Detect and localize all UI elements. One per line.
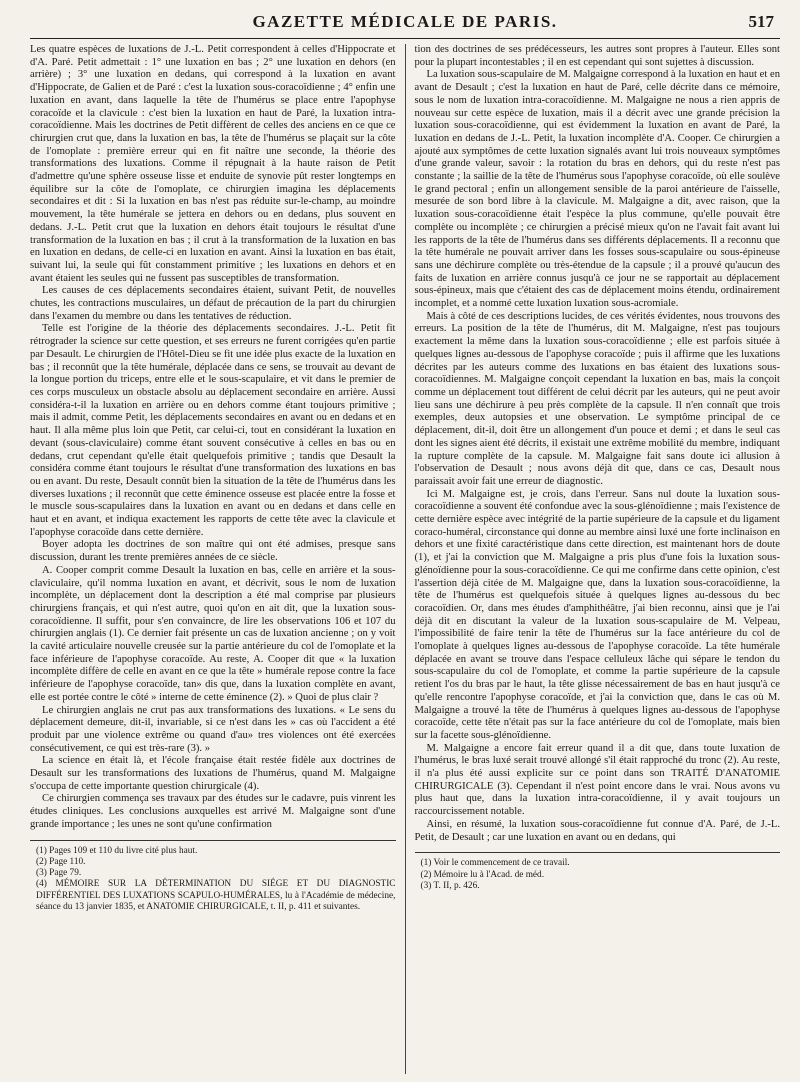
text-columns <box>30 44 780 1074</box>
paragraph: Les quatre espèces de luxations de J.-L. Petit correspondent à celles d'Hippocrate et d'A. Paré. Petit admettait : 1° une luxation en bas ; 2° une luxation en dehors (en arrière) ; 3° une luxation en dedans, qui correspond à la luxation en avant d'Hippocrate, de Galien et de Paré : c'est la luxation sous-coracoïdienne ; 4° enfin une luxation en avant, dans laquelle la tête de l'humérus se place entre l'apophyse coracoïde et la clavicule : c'est bien la luxation en haut de Paré, la luxation intra-coracoïdienne. Mais les doctrines de Petit diffèrent de celles des anciens en ce que ce chirurgien crut que, dans la luxation en bas, la tête de l'humérus se plaçait sur la côte de l'omoplate : première erreur qui en fit naître une seconde, la théorie des transformations des luxations. Comme il répugnait à la haute raison de Petit d'admettre qu'une sphère osseuse lisse et enduite de synovie pût rester longtemps en équilibre sur la côte de l'omoplate, ce chirurgien imagina les déplacements secondaires et dit : Si la luxation en bas n'est pas réduite sur-le-champ, au moindre mouvement, la tête humérale se jettera en dehors ou en dedans, plus souvent en dedans. J.-L. Petit crut que la luxation en dehors était toujours le résultat d'une transformation de la luxation en bas ; il crut à la transformation de la luxation en bas en luxation en dedans, de celle-ci en luxation en avant. Ainsi la luxation en bas était, suivant lui, la seule qui fût constamment primitive ; les luxations en dehors et en avant étaient les seules qui ne fussent pas susceptibles de transformation. <box>30 44 396 284</box>
footnotes <box>415 852 781 892</box>
paragraph: La science en était là, et l'école française était restée fidèle aux doctrines de Desault sur les transformations des luxations de l'humérus, quand M. Malgaigne s'occupa de cette importante question chirurgicale (4). <box>30 755 396 792</box>
footnotes <box>30 840 396 914</box>
footnote: (2) Page 110. <box>36 856 86 867</box>
right-column <box>406 44 781 1074</box>
left-column <box>30 44 406 1074</box>
paragraph: Le chirurgien anglais ne crut pas aux transformations des luxations. « Le sens du déplacement demeure, dit-il, invariable, si ce n'est dans les » cas où l'accident a été produit par une violence extrême ou quand d'au» tres violences ont été exercées consécutivement, ce qui est très-rare (3). » <box>30 704 396 754</box>
running-head <box>30 0 780 39</box>
paragraph: tion des doctrines de ses prédécesseurs, les autres sont propres à l'auteur. Elles sont pour la plupart incontestables ; il en est cependant qui sont sujettes à discussion. <box>414 44 780 68</box>
paragraph: Ainsi, en résumé, la luxation sous-coracoïdienne fut connue d'A. Paré, de J.-L. Petit, de Desault ; car une luxation en avant ou en dedans, qui <box>414 818 780 843</box>
paragraph: Boyer adopta les doctrines de son maître qui ont été admises, presque sans discussion, durant les trente premières années de ce siècle. <box>30 539 396 564</box>
paragraph: A. Cooper comprit comme Desault la luxation en bas, celle en arrière et la sous-claviculaire, qu'il nomma luxation en avant, et décrivit, sous le nom de luxation incomplète, un déplacement dont la description a été mal comprise par plusieurs chirurgiens français, et qui n'est autre, quoi qu'on en ait dit, que la luxation sous-coracoïdienne. Il suffit, pour s'en convaincre, de lire les observations 106 et 107 du chirurgien anglais (1). Ce dernier fait présente un cas de luxation ancienne ; on y voit la cavité articulaire nouvelle creusée sur la partie antérieure du col de l'omoplate et la face inférieure de l'apophyse coracoïde. Au reste, A. Cooper dit que « la luxation incomplète diffère de celle en avant en ce que la tête » humérale repose contre la face inférieure de l'apophyse coracoïde, tan» dis que, dans la luxation complète en avant, elle est portée contre le côté » interne de cette éminence (2). » Quoi de plus clair ? <box>30 564 396 703</box>
paragraph: La luxation sous-scapulaire de M. Malgaigne correspond à la luxation en haut et en avant de Desault ; c'est la luxation en haut de Paré, celle décrite dans ce mémoire, sous le nom de luxation intra-coracoïdienne. M. Malgaigne ne nous a rien appris de nouveau sur cette espèce de luxation, mais il a décrit avec une grande précision la luxation sous-coracoïdienne, qui est évidemment la luxation en avant de Paré, la luxation en dedans de J.-L. Petit, la luxation incomplète d'A. Cooper. Ce chirurgien a ajouté aux symptômes de cette luxation signalés avant lui trois nouveaux symptômes d'une grande valeur, savoir : la rotation du bras en dehors, qui du reste n'est pas constante ; la saillie de la tête de l'humérus sous l'apophyse coracoïde, où elle soulève le grand pectoral ; enfin un allongement sensible de la paroi antérieure de l'aisselle, mesurée de son bord libre à la clavicule. M. Malgaigne a dit, avec raison, que la luxation sous-coracoïdienne était l'espèce la plus commune, qu'elle pouvait être complète ou incomplète ; ce chirurgien a précisé mieux qu'on ne l'avait fait avant lui les rapports de la tête de l'humérus dans ses différents déplacements. Il a reconnu que la tête humérale ne pouvait arriver dans les fosses sous-scapulaire ou sous-épineuse sans une déchirure complète ou très-étendue de la capsule ; il a prouvé qu'aucun des faits de luxation en arrière connus jusqu'à ce jour ne se rapportait au déplacement sous-épineux, mais que c'étaient des cas de déplacement moins étendu, ordinairement incomplet, et a nommé cette luxation luxation sous-acromiale. <box>414 69 780 310</box>
journal-title: GAZETTE MÉDICALE DE PARIS. <box>252 12 558 31</box>
footnote: (3) T. II, p. 426. <box>420 880 480 891</box>
paragraph: M. Malgaigne a encore fait erreur quand il a dit que, dans toute luxation de l'humérus, le bras luxé serait trouvé allongé s'il était rapproché du tronc (2). Au reste, il n'a plus été aussi explicite sur ce point dans son TRAITÉ D'ANATOMIE CHIRURGICALE (3). Cependant il n'est point encore dans le vrai. Nous avons vu plus haut que, dans la luxation intra-coracoïdienne, il y avait toujours un raccourcissement notable. <box>414 742 780 818</box>
paragraph: Ici M. Malgaigne est, je crois, dans l'erreur. Sans nul doute la luxation sous-coracoïdienne a souvent été confondue avec la sous-glénoïdienne ; mais l'existence de cette dernière espèce avec intégrité de la partie supérieure de la capsule et du ligament coraco-huméral, circonstance qui donne au membre ainsi luxé une forte inclinaison en dehors et une fixité caractéristique dans cette direction, est maintenant hors de doute (1), et j'ai la conviction que M. Malgaigne a pris plus d'une fois la luxation sous-glénoïdienne pour la sous-coracoïdienne. Ce qui me confirme dans cette opinion, c'est l'assertion déjà citée de M. Malgaigne que, dans la luxation sous-coracoïdienne, la tête de l'humérus est quelquefois située à quelques lignes au-dessous du bec coracoïdien. Or, dans mes études d'amphithéâtre, j'ai bien reconnu, ainsi que je l'ai déjà dit en discutant la valeur de la luxation sous-scapulaire de M. Velpeau, l'impossibilité de faire tenir la tête de l'humérus sur la face antérieure du col de l'omoplate à quelques lignes au-dessous de l'apophyse coracoïde. La tête humérale déplacée en avant se trouve dans l'espace celluleux lâche qui sépare le tendon du sous-scapulaire du col de l'omoplate, et comme la partie supérieure de la capsule retient l'os du bras par le haut, la tête glisse nécessairement de bas en haut jusqu'à ce qu'elle rencontre l'apophyse coracoïde, et j'ai la conviction que, dans le cas où M. Malgaigne a trouvé la tête de l'humérus à quelques lignes au-dessous de l'apophyse coracoïde, cette tête n'était pas sur la face antérieure du col de l'omoplate, mais bien sur la facette sous-glénoïdienne. <box>414 488 780 741</box>
page-number: 517 <box>748 12 774 31</box>
footnote: (1) Voir le commencement de ce travail. <box>420 858 570 869</box>
footnote: (1) Pages 109 et 110 du livre cité plus haut. <box>36 845 198 856</box>
paragraph: Ce chirurgien commença ses travaux par des études sur le cadavre, puis vinrent les études cliniques. Les conclusions auxquelles est arrivé M. Malgaigne sont d'une grande importance ; les unes ne sont qu'une confirmation <box>30 793 396 830</box>
footnote: (4) MÉMOIRE SUR LA DÉTERMINATION DU SIÉGE ET DU DIAGNOSTIC DIFFÉRENTIEL DES LUXATIONS SCAPULO-HUMÉRALES, lu à l'Académie de médecine, séance du 13 janvier 1835, et ANATOMIE CHIRURGICALE, t. II, p. 411 et suivantes. <box>36 879 396 913</box>
paragraph: Telle est l'origine de la théorie des déplacements secondaires. J.-L. Petit fit rétrograder la science sur cette question, et ses erreurs ne furent corrigées qu'en partie par Desault. Le chirurgien de l'Hôtel-Dieu se fit une idée plus exacte de la luxation en bas ; il reconnût que la tête humérale, déplacée dans ce sens, se trouvait au devant de la longue portion du triceps, entre elle et le sous-scapulaire, et vit dans le premier de ces corps musculeux un obstacle absolu au déplacement secondaire en arrière. Aussi considéra-t-il la luxation en arrière ou en dehors comme étant toujours primitive ; mais il admit, comme Petit, les déplacements secondaires en avant ou en dedans et en haut. Il alla même plus loin que Petit, car celui-ci, tout en considérant la luxation en devant (sous-claviculaire) comme étant souvent consécutive à celles en bas ou en dedans, crut cependant qu'elle était quelquefois primitive ; tandis que Desault la considéra comme étant toujours le résultat d'une transformation des luxations en bas ou en avant. Du reste, Desault connût bien la situation de la tête de l'humérus dans les diverses luxations ; il reconnût que cette éminence osseuse est placée entre la fosse et le muscle sous-scapulaires dans la luxation en avant ou en dedans et dans celle en haut et en avant, et indiqua exactement les rapports de cette tête avec la clavicule et l'apophyse coracoïde dans cette dernière. <box>30 323 396 538</box>
paragraph: Les causes de ces déplacements secondaires étaient, suivant Petit, de nouvelles chutes, les contractions musculaires, un défaut de précaution de la part du chirurgien dans l'examen du membre ou dans les tentatives de réduction. <box>30 285 396 322</box>
paragraph: Mais à côté de ces descriptions lucides, de ces vérités évidentes, nous trouvons des erreurs. La position de la tête de l'humérus, dit M. Malgaigne, n'est pas toujours exactement la même dans la luxation sous-coracoïdienne ; elle est parfois située à quelques lignes au-dessous de l'apophyse coracoïde ; puis il affirme que les luxations décrites par les auteurs comme des luxations en bas étaient des luxations sous-coracoïdiennes. M. Malgaigne conçoit cependant la luxation en bas, mais la conçoit comme un déplacement tout différent de celui décrit par les auteurs, qui ne peut avoir lieu sans une déchirure à peu près complète de la capsule. Il n'en connaît que trois exemples, deux autopsies et une observation. Le symptôme principal de ce déplacement, dit-il, doit être un allongement d'un pouce et demi ; et dans le seul cas dont les signes aient été décrits, il existait une extrême mobilité du membre, indiquant la rupture complète de la capsule. M. Malgaigne fait sans doute ici allusion à l'observation de Desault ; nous avons déjà dit que, dans ce cas, Desault nous paraissait avoir fait une erreur de diagnostic. <box>414 310 780 487</box>
footnote: (3) Page 79. <box>36 868 82 879</box>
footnote: (2) Mémoire lu à l'Acad. de méd. <box>420 869 545 880</box>
